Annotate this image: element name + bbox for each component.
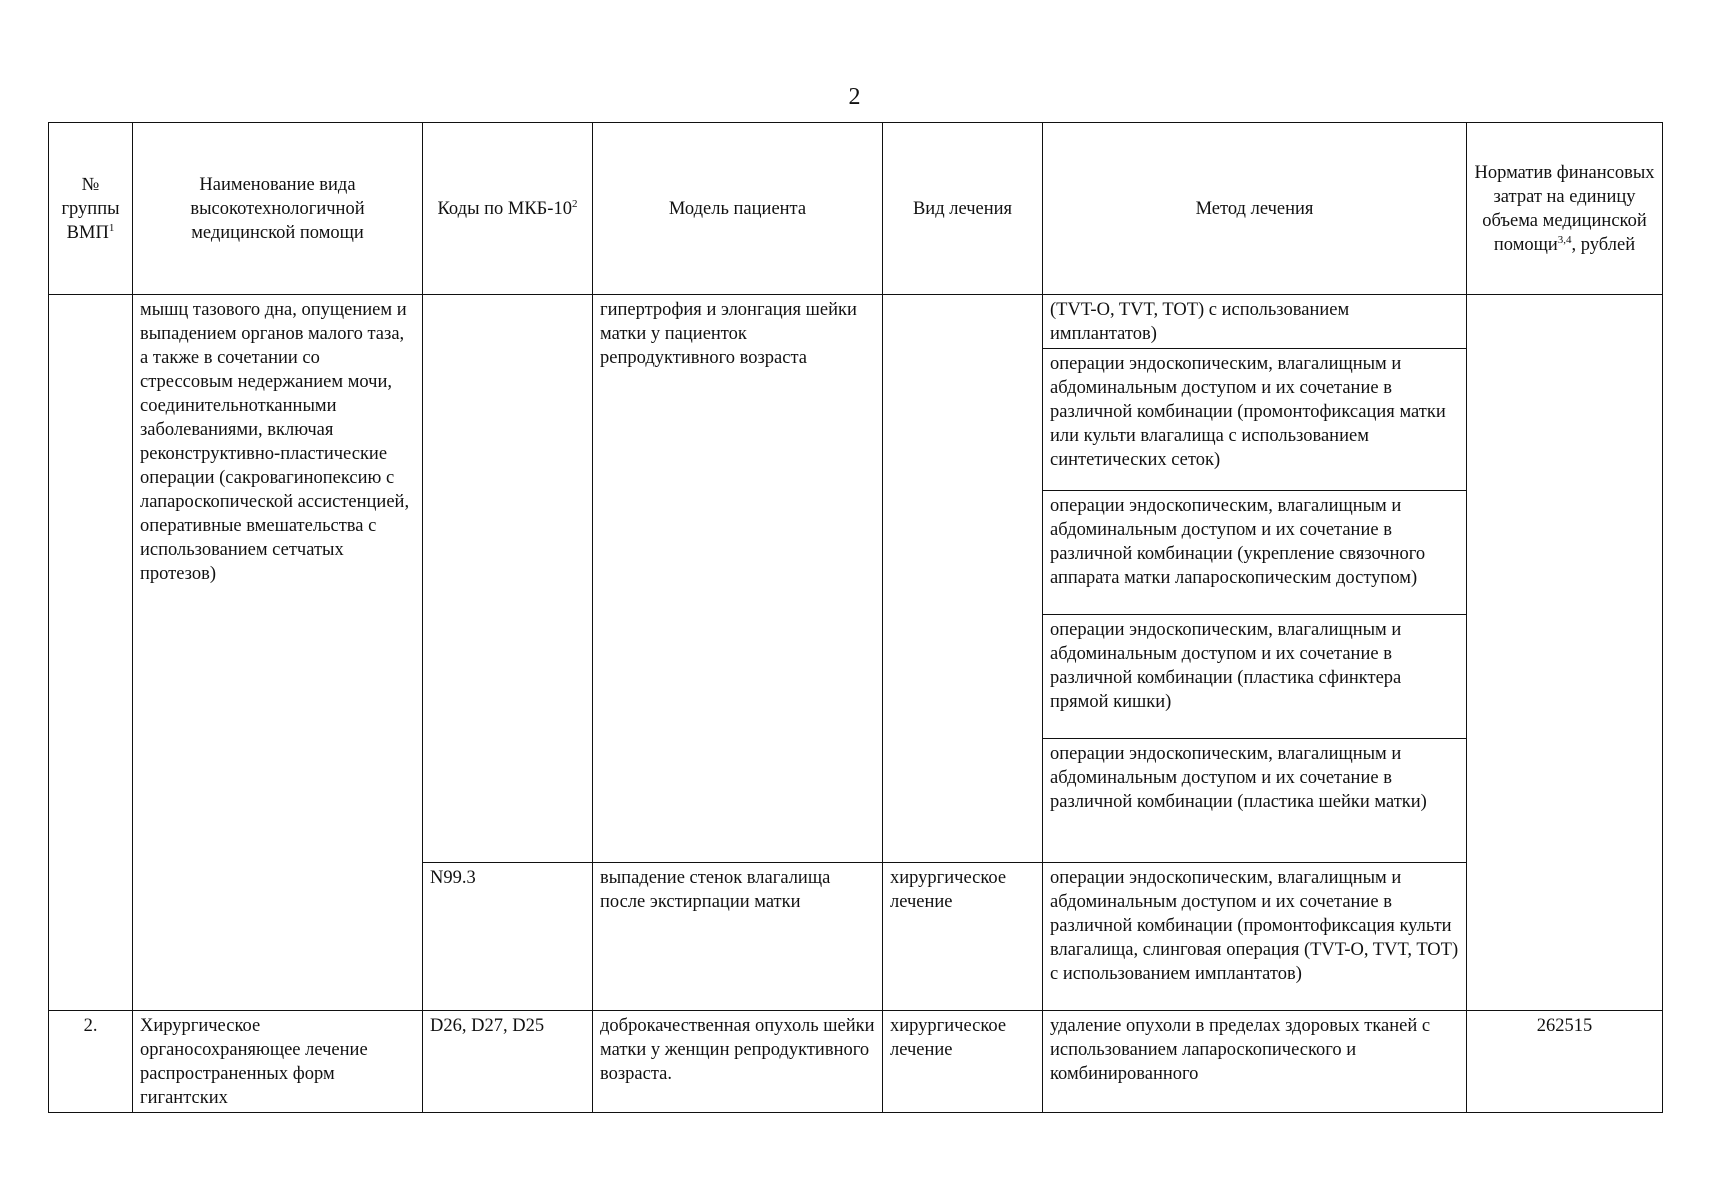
cell-method: операции эндоскопическим, влагалищным и абдоминальным доступом и их сочетание в различной комбинации (укрепление связочного аппарата матки лапароскопическим доступом) [1043,491,1467,615]
cell-g2-type: хирургическое лечение [883,1011,1043,1113]
cell-g2-no: 2. [49,1011,133,1113]
page-number: 2 [848,84,861,110]
cell-method: операции эндоскопическим, влагалищным и абдоминальным доступом и их сочетание в различной комбинации (пластика сфинктера прямой кишки) [1043,615,1467,739]
cell-g2-name: Хирургическое органосохраняющее лечение распространенных форм гигантских [133,1011,423,1113]
cell-g2-codes: D26, D27, D25 [423,1011,593,1113]
header-norm: Норматив финансовых затрат на единицу объема медицинской помощи$^{3,4}$, рублей [1467,123,1663,295]
header-method: Метод лечения [1043,123,1467,295]
header-name: Наименование вида высокотехнологичной медицинской помощи [133,123,423,295]
cell-g2-model: доброкачественная опухоль шейки матки у женщин репродуктивного возраста. [593,1011,883,1113]
header-group-no: № группы ВМП$^1$ [49,123,133,295]
cell-n993-method: операции эндоскопическим, влагалищным и абдоминальным доступом и их сочетание в различной комбинации (промонтофиксация культи влагалища, слинговая операция (TVT-O, TVT, TOT) с использованием имплантатов) [1043,863,1467,1011]
cell-method: операции эндоскопическим, влагалищным и абдоминальным доступом и их сочетание в различной комбинации (пластика шейки матки) [1043,739,1467,863]
cell-cont-name: мышц тазового дна, опущением и выпадением органов малого таза, а также в сочетании со стрессовым недержанием мочи, соединительнотканными заболеваниями, включая реконструктивно-пластические операции (сакровагинопексию с лапароскопической ассистенцией, оперативные вмешательства с использованием сетчатых протезов) [133,295,423,1011]
vmp-table [48,122,1663,1113]
cell-cont-model: гипертрофия и элонгация шейки матки у пациенток репродуктивного возраста [593,295,883,863]
header-codes: Коды по МКБ-$10^2$ [423,123,593,295]
cell-g2-method: удаление опухоли в пределах здоровых тканей с использованием лапароскопического и комбинированного [1043,1011,1467,1113]
cell-n993-type: хирургическое лечение [883,863,1043,1011]
cell-cont-norm [1467,295,1663,1011]
header-patient-model: Модель пациента [593,123,883,295]
cell-cont-codes [423,295,593,863]
cell-g2-norm: 262515 [1467,1011,1663,1113]
cell-method: (TVT-O, TVT, TOT) с использованием имплантатов) [1043,295,1467,349]
table-header-row [49,123,1663,295]
table-row [49,1011,1663,1113]
header-treatment-type: Вид лечения [883,123,1043,295]
table-row [49,295,1663,349]
cell-n993-model: выпадение стенок влагалища после экстирпации матки [593,863,883,1011]
cell-cont-type [883,295,1043,863]
cell-group-no [49,295,133,1011]
cell-n993-code: N99.3 [423,863,593,1011]
cell-method: операции эндоскопическим, влагалищным и абдоминальным доступом и их сочетание в различной комбинации (промонтофиксация матки или культи влагалища с использованием синтетических сеток) [1043,349,1467,491]
